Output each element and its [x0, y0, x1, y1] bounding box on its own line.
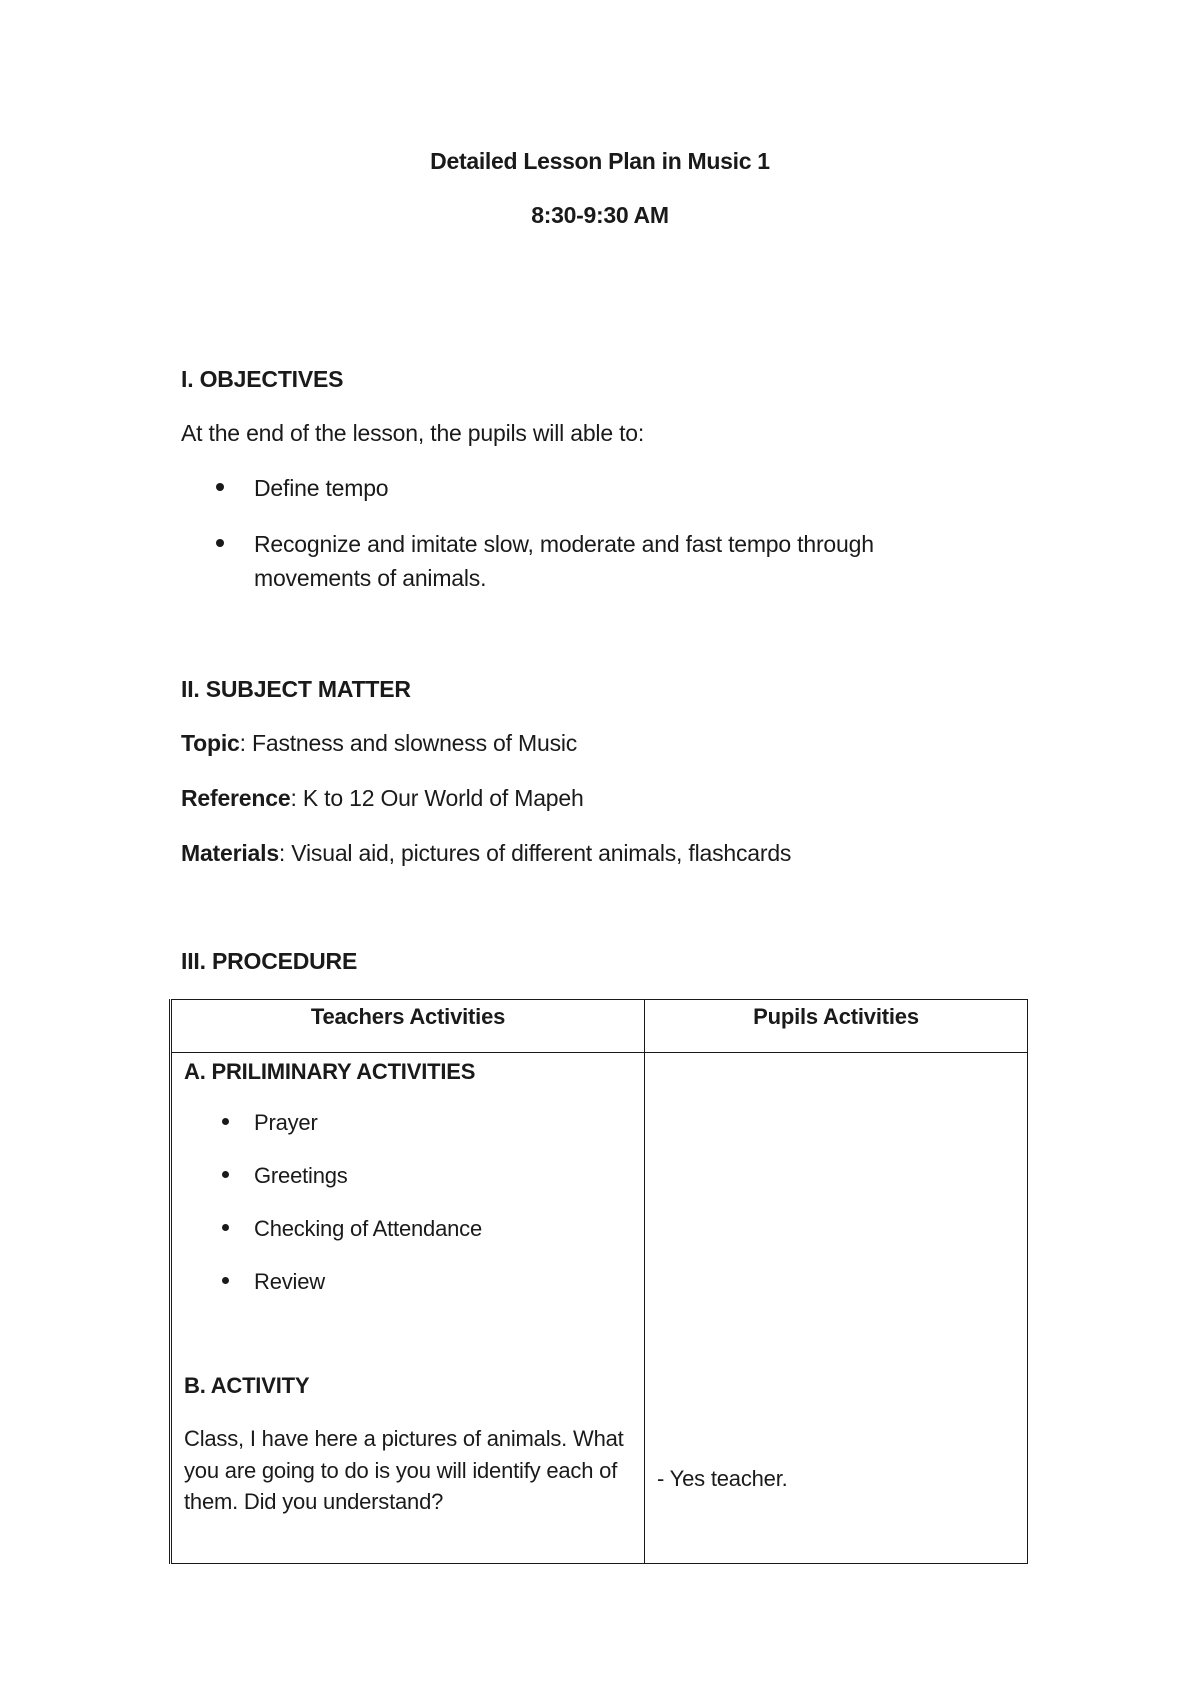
procedure-table — [169, 999, 1028, 1564]
bullet-icon — [222, 1277, 229, 1284]
bullet-icon — [222, 1118, 229, 1125]
pupil-response: - Yes teacher. — [657, 1466, 788, 1491]
document-title: Detailed Lesson Plan in Music 1 — [430, 148, 770, 174]
pupils-activities-cell — [645, 1053, 1028, 1564]
objective-item-continuation: movements of animals. — [254, 565, 487, 591]
column-header-pupils: Pupils Activities — [645, 1000, 1028, 1053]
bullet-icon — [216, 483, 224, 491]
bullet-icon — [222, 1224, 229, 1231]
objectives-intro: At the end of the lesson, the pupils will able to: — [181, 420, 645, 446]
activity-heading: B. ACTIVITY — [184, 1373, 310, 1398]
column-header-teachers: Teachers Activities — [171, 1000, 645, 1053]
bullet-icon — [222, 1171, 229, 1178]
bullet-icon — [216, 539, 224, 547]
objectives-heading: I. OBJECTIVES — [181, 366, 344, 392]
table-row — [171, 1053, 1028, 1564]
procedure-heading: III. PROCEDURE — [181, 948, 358, 974]
reference-value: : K to 12 Our World of Mapeh — [290, 785, 584, 811]
materials-label: Materials — [181, 840, 279, 866]
topic-value: : Fastness and slowness of Music — [239, 730, 578, 756]
reference-label: Reference — [181, 785, 291, 811]
materials-line — [181, 840, 791, 867]
activity-instructions: Class, I have here a pictures of animals. What you are going to do is you will identify each of them. Did you understand? — [184, 1426, 624, 1514]
table-header-row — [171, 1000, 1028, 1053]
preliminary-heading: A. PRILIMINARY ACTIVITIES — [184, 1059, 476, 1084]
reference-line — [181, 785, 584, 812]
teachers-activities-cell: A. PRILIMINARY ACTIVITIES Prayer Greetings Checking of Attendance Review B. ACTIVITY Class, I have here a pictures of animals. What you are going to do is you will identify each of them. Did you understand? — [171, 1053, 645, 1564]
topic-line — [181, 730, 577, 757]
subject-matter-heading: II. SUBJECT MATTER — [181, 676, 411, 702]
topic-label: Topic — [181, 730, 240, 756]
materials-value: : Visual aid, pictures of different animals, flashcards — [278, 840, 792, 866]
document-page: Detailed Lesson Plan in Music 1 8:30-9:30 AM I. OBJECTIVES At the end of the lesson, the pupils will able to: Define tempo Recognize and imitate slow, moderate and fast tempo through movements of animals. II. SUBJECT MATTER Topic: Fastness and slowness of Music Reference: K to 12 Our World of Mapeh Materials: Visual aid, pictures of different animals, flashcards III. PROCEDURE Teachers Activities Pupils Activities A. PRILIMINARY ACTIVITIES Prayer Greetings Checking of Attendance Review B. ACTIVITY Class, I have here a pictures of animals. What you are going to do is you will identify each of them. Did you understand? - Yes teacher. — [0, 0, 1200, 1698]
lesson-time: 8:30-9:30 AM — [531, 202, 669, 228]
